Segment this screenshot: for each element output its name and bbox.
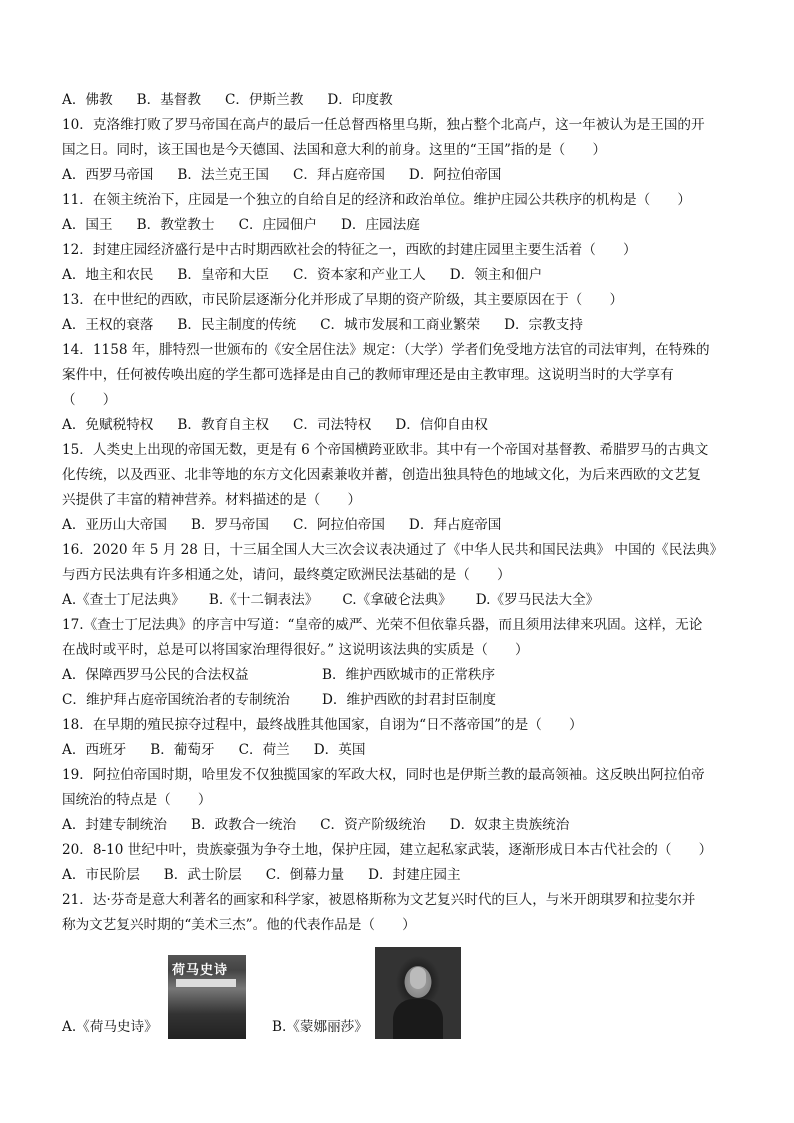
answer-option: D．维护西欧的封君封臣制度 <box>322 692 497 708</box>
answer-option: B．维护西欧城市的正常秩序 <box>322 667 496 683</box>
answer-options-row <box>62 263 732 288</box>
answer-options-row <box>62 688 732 713</box>
answer-option: C.《拿破仑法典》 <box>342 592 452 608</box>
answer-option: C．庄园佃户 <box>238 217 317 233</box>
answer-option: B．武士阶层 <box>163 867 242 883</box>
question-text-line: 11．在领主统治下，庄园是一个独立的自给自足的经济和政治单位。维护庄园公共秩序的机构是（ ） <box>62 192 692 208</box>
question-text-line: 与西方民法典有许多相通之处，请问，最终奠定欧洲民法基础的是（ ） <box>62 567 511 583</box>
question-text-line: 17.《查士丁尼法典》的序言中写道：“皇帝的威严、光荣不但依靠兵器，而且须用法律来巩固。这样，无论 <box>62 617 703 633</box>
exam-page <box>62 88 732 938</box>
answer-option: D．英国 <box>313 742 366 758</box>
question-text-line: 19．阿拉伯帝国时期，哈里发不仅独揽国家的军政大权，同时也是伊斯兰教的最高领袖。这反映出阿拉伯帝 <box>62 767 705 783</box>
answer-option: A．市民阶层 <box>62 867 140 883</box>
answer-option: A.《查士丁尼法典》 <box>62 592 185 608</box>
answer-option: C．维护拜占庭帝国统治者的专制统治 <box>62 692 290 708</box>
answer-option: D．领主和佃户 <box>449 267 543 283</box>
answer-option: A．国王 <box>62 217 113 233</box>
answer-option: D．奴隶主贵族统治 <box>449 817 570 833</box>
answer-options-row <box>62 738 732 763</box>
question-text-line: 国之日。同时，该王国也是今天德国、法国和意大利的前身。这里的“王国”指的是（ ） <box>62 142 607 158</box>
answer-option: A．亚历山大帝国 <box>62 517 167 533</box>
question-text-line: 20．8-10 世纪中叶，贵族豪强为争夺土地，保护庄园，建立起私家武装，逐渐形成日本古代社会的（ ） <box>62 842 713 858</box>
answer-options-row <box>62 213 732 238</box>
homer-book-cover-image <box>168 955 246 1039</box>
answer-option: C．阿拉伯帝国 <box>292 517 385 533</box>
answer-option: D．拜占庭帝国 <box>408 517 502 533</box>
answer-options-row <box>62 663 732 688</box>
question-text-line: 化传统，以及西亚、北非等地的东方文化因素兼收并蓄，创造出独具特色的地域文化，为后来西欧的文艺复 <box>62 467 701 483</box>
question-text-line: 13．在中世纪的西欧，市民阶层逐渐分化并形成了早期的资产阶级，其主要原因在于（ ） <box>62 292 624 308</box>
answer-option: B.《十二铜表法》 <box>208 592 319 608</box>
answer-options-row <box>62 163 732 188</box>
answer-option: C．荷兰 <box>238 742 290 758</box>
answer-option: B．教堂教士 <box>136 217 215 233</box>
answer-options-row <box>62 588 732 613</box>
answer-option: C．司法特权 <box>292 417 372 433</box>
answer-option: D．阿拉伯帝国 <box>408 167 502 183</box>
answer-option: D.《罗马民法大全》 <box>475 592 600 608</box>
question-text-line: 兴提供了丰富的精神营养。材料描述的是（ ） <box>62 492 362 508</box>
question-text-line: 14．1158 年，腓特烈一世颁布的《安全居住法》规定：（大学）学者们免受地方法官的司法审判，在特殊的 <box>62 342 710 358</box>
answer-options-row <box>62 313 732 338</box>
answer-option: A．西罗马帝国 <box>62 167 154 183</box>
picture-options <box>62 955 732 1051</box>
question-text-line: 案件中，任何被传唤出庭的学生都可选择是由自己的教师审理还是由主教审理。这说明当时的大学享有 <box>62 367 674 383</box>
mona-lisa-image <box>375 947 461 1039</box>
answer-option: C．倒幕力量 <box>265 867 345 883</box>
answer-option: A．西班牙 <box>62 742 127 758</box>
answer-option: C．城市发展和工商业繁荣 <box>320 317 481 333</box>
answer-option: D．宗教支持 <box>504 317 583 333</box>
answer-option: C．拜占庭帝国 <box>292 167 385 183</box>
question-text-line: 16．2020 年 5 月 28 日，十三届全国人大三次会议表决通过了《中华人民共和国民法典》 中国的《民法典》 <box>62 542 724 558</box>
answer-option: A．保障西罗马公民的合法权益 <box>62 667 249 683</box>
answer-option: D．印度教 <box>327 92 393 108</box>
question-text-line: 15．人类史上出现的帝国无数，更是有 6 个帝国横跨亚欧非。其中有一个帝国对基督教、希腊罗马的古典文 <box>62 442 709 458</box>
answer-option: B．皇帝和大臣 <box>177 267 269 283</box>
question-text-line: （ ） <box>62 392 117 408</box>
answer-option: B．民主制度的传统 <box>177 317 297 333</box>
answer-option: D．封建庄园主 <box>368 867 461 883</box>
portrait-figure <box>393 999 443 1039</box>
answer-option: B．教育自主权 <box>177 417 269 433</box>
answer-option: B．罗马帝国 <box>190 517 269 533</box>
question-text-line: 称为文艺复兴时期的“美术三杰”。他的代表作品是（ ） <box>62 917 416 933</box>
answer-option: C．资本家和产业工人 <box>292 267 426 283</box>
answer-options-row <box>62 813 732 838</box>
answer-option: A．地主和农民 <box>62 267 154 283</box>
question-text-line: 21．达·芬奇是意大利著名的画家和科学家，被恩格斯称为文艺复兴时代的巨人，与米开朗琪罗和拉斐尔并 <box>62 892 696 908</box>
question-text-line: 10．克洛维打败了罗马帝国在高卢的最后一任总督西格里乌斯，独占整个北高卢，这一年被认为是王国的开 <box>62 117 705 133</box>
book-cover-band <box>176 979 236 987</box>
question-text-line: 18．在早期的殖民掠夺过程中，最终战胜其他国家，自诩为“日不落帝国”的是（ ） <box>62 717 583 733</box>
answer-option: B．葡萄牙 <box>150 742 215 758</box>
question-text-line: 12．封建庄园经济盛行是中古时期西欧社会的特征之一，西欧的封建庄园里主要生活着（ ） <box>62 242 637 258</box>
answer-option: A．佛教 <box>62 92 113 108</box>
answer-options-row <box>62 88 732 113</box>
answer-option: B．法兰克王国 <box>177 167 269 183</box>
answer-option: C．伊斯兰教 <box>224 92 304 108</box>
question-text-line: 在战时或平时，总是可以将国家治理得很好。” 这说明该法典的实质是（ ） <box>62 642 529 658</box>
answer-options-row <box>62 413 732 438</box>
option-a-label: A.《荷马史诗》 <box>62 1019 158 1035</box>
question-text-line: 国统治的特点是（ ） <box>62 792 212 808</box>
answer-option: A．封建专制统治 <box>62 817 167 833</box>
answer-option: A．免赋税特权 <box>62 417 154 433</box>
answer-option: B．政教合一统治 <box>190 817 297 833</box>
answer-option: A．王权的衰落 <box>62 317 154 333</box>
answer-option: C．资产阶级统治 <box>320 817 426 833</box>
portrait-face <box>410 967 426 989</box>
book-cover-title: 荷马史诗 <box>172 963 229 978</box>
answer-options-row <box>62 863 732 888</box>
answer-option: D．庄园法庭 <box>340 217 420 233</box>
answer-option: D．信仰自由权 <box>395 417 488 433</box>
answer-options-row <box>62 513 732 538</box>
option-b-label: B.《蒙娜丽莎》 <box>272 1019 368 1035</box>
answer-option: B．基督教 <box>136 92 201 108</box>
